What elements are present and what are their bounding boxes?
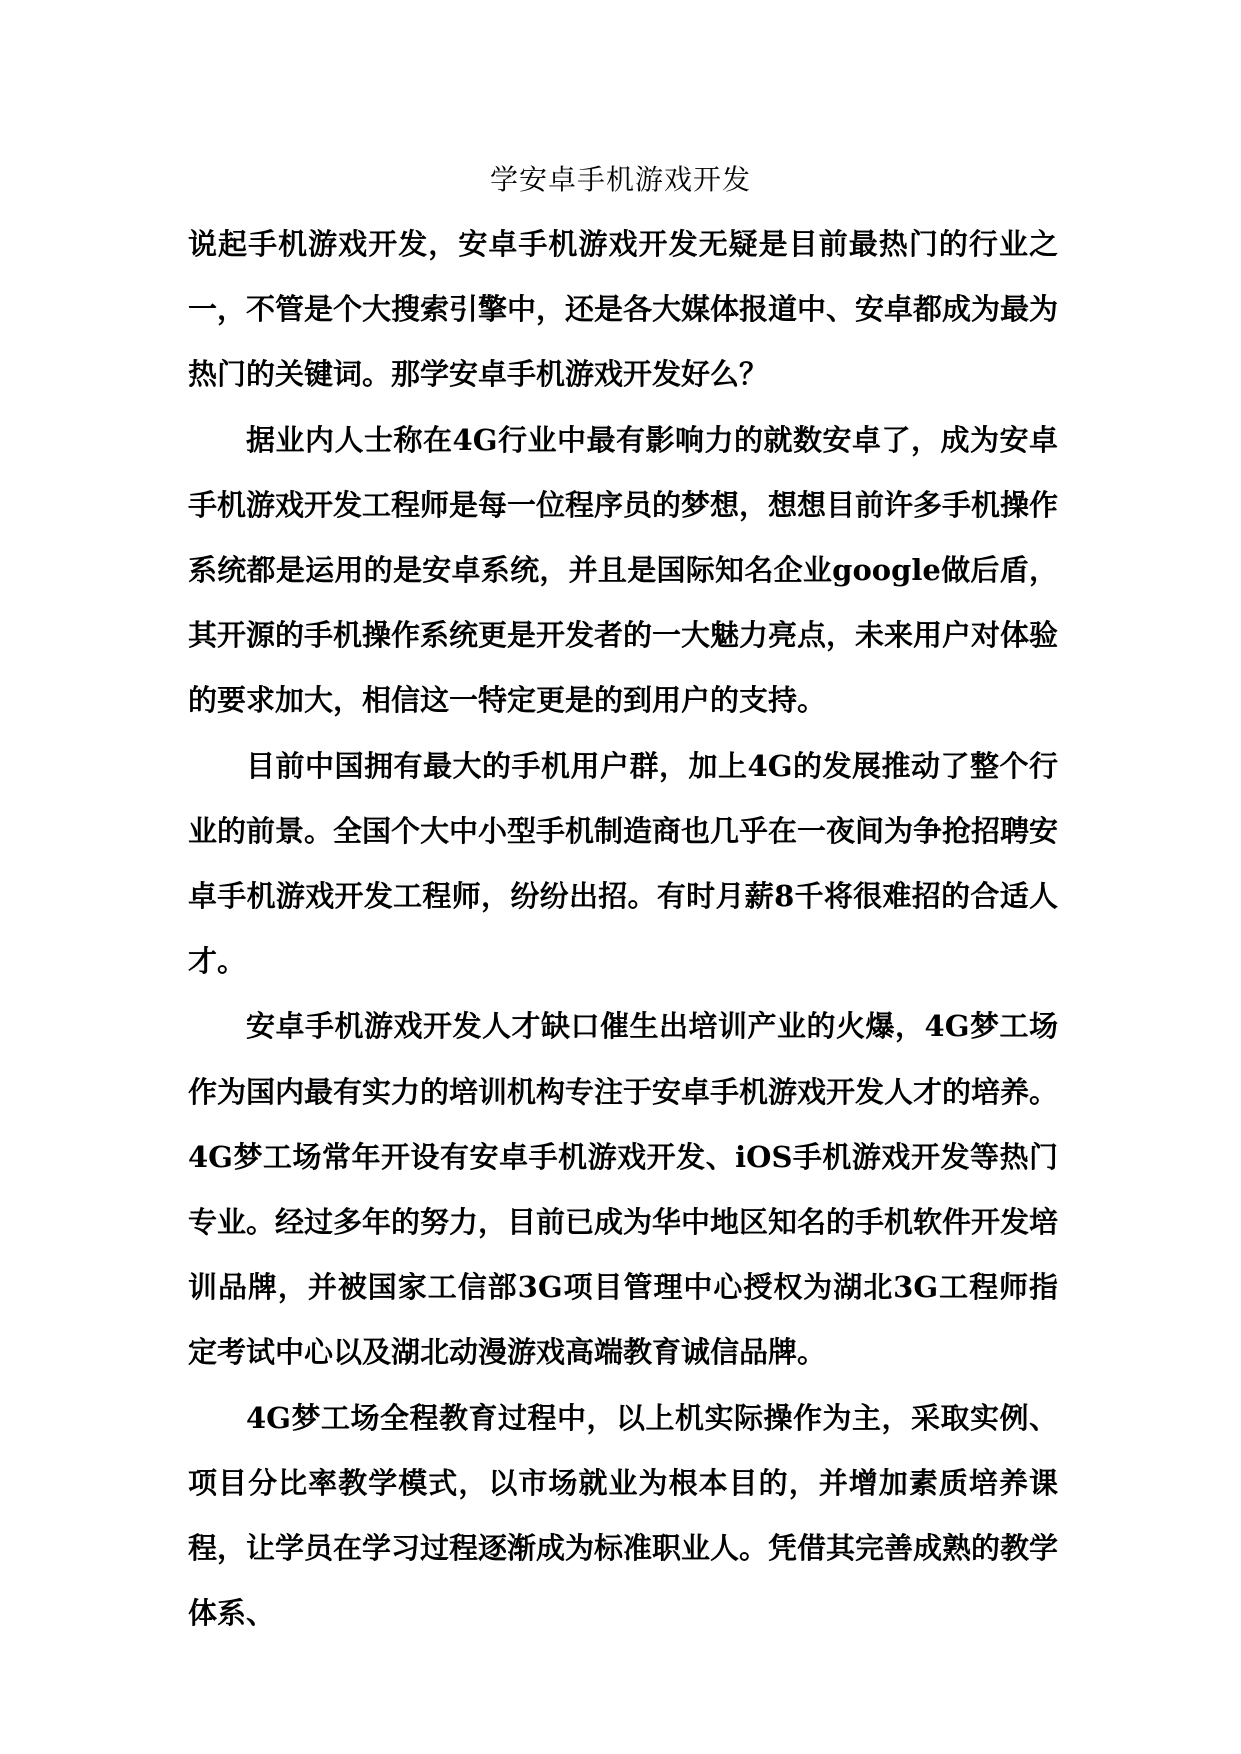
paragraph-5: 4G梦工场全程教育过程中，以上机实际操作为主，采取实例、项目分比率教学模式，以市场就业为根本目的，并增加素质培养课程，让学员在学习过程逐渐成为标准职业人。凭借其完善成熟的教学体系、 bbox=[188, 1400, 1059, 1631]
paragraph-4: 安卓手机游戏开发人才缺口催生出培训产业的火爆，4G梦工场作为国内最有实力的培训机构专注于安卓手机游戏开发人才的培养。4G梦工场常年开设有安卓手机游戏开发、iOS手机游戏开发等热门专业。经过多年的努力，目前已成为华中地区知名的手机软件开发培训品牌，并被国家工信部3G项目管理中心授权为湖北3G工程师指定考试中心以及湖北动漫游戏高端教育诚信品牌。 bbox=[188, 1009, 1059, 1370]
paragraph-3: 目前中国拥有最大的手机用户群，加上4G的发展推动了整个行业的前景。全国个大中小型手机制造商也几乎在一夜间为争抢招聘安卓手机游戏开发工程师，纷纷出招。有时月薪8千将很难招的合适人才。 bbox=[188, 748, 1059, 979]
document-body bbox=[188, 212, 1058, 1646]
paragraph-2: 据业内人士称在4G行业中最有影响力的就数安卓了，成为安卓手机游戏开发工程师是每一位程序员的梦想，想想目前许多手机操作系统都是运用的是安卓系统，并且是国际知名企业google做后盾，其开源的手机操作系统更是开发者的一大魅力亮点，未来用户对体验的要求加大，相信这一特定更是的到用户的支持。 bbox=[188, 422, 1059, 718]
document-title: 学安卓手机游戏开发 bbox=[489, 163, 751, 196]
paragraph-1: 说起手机游戏开发，安卓手机游戏开发无疑是目前最热门的行业之一，不管是个大搜索引擎中，还是各大媒体报道中、安卓都成为最为热门的关键词。那学安卓手机游戏开发好么？ bbox=[188, 227, 1059, 392]
